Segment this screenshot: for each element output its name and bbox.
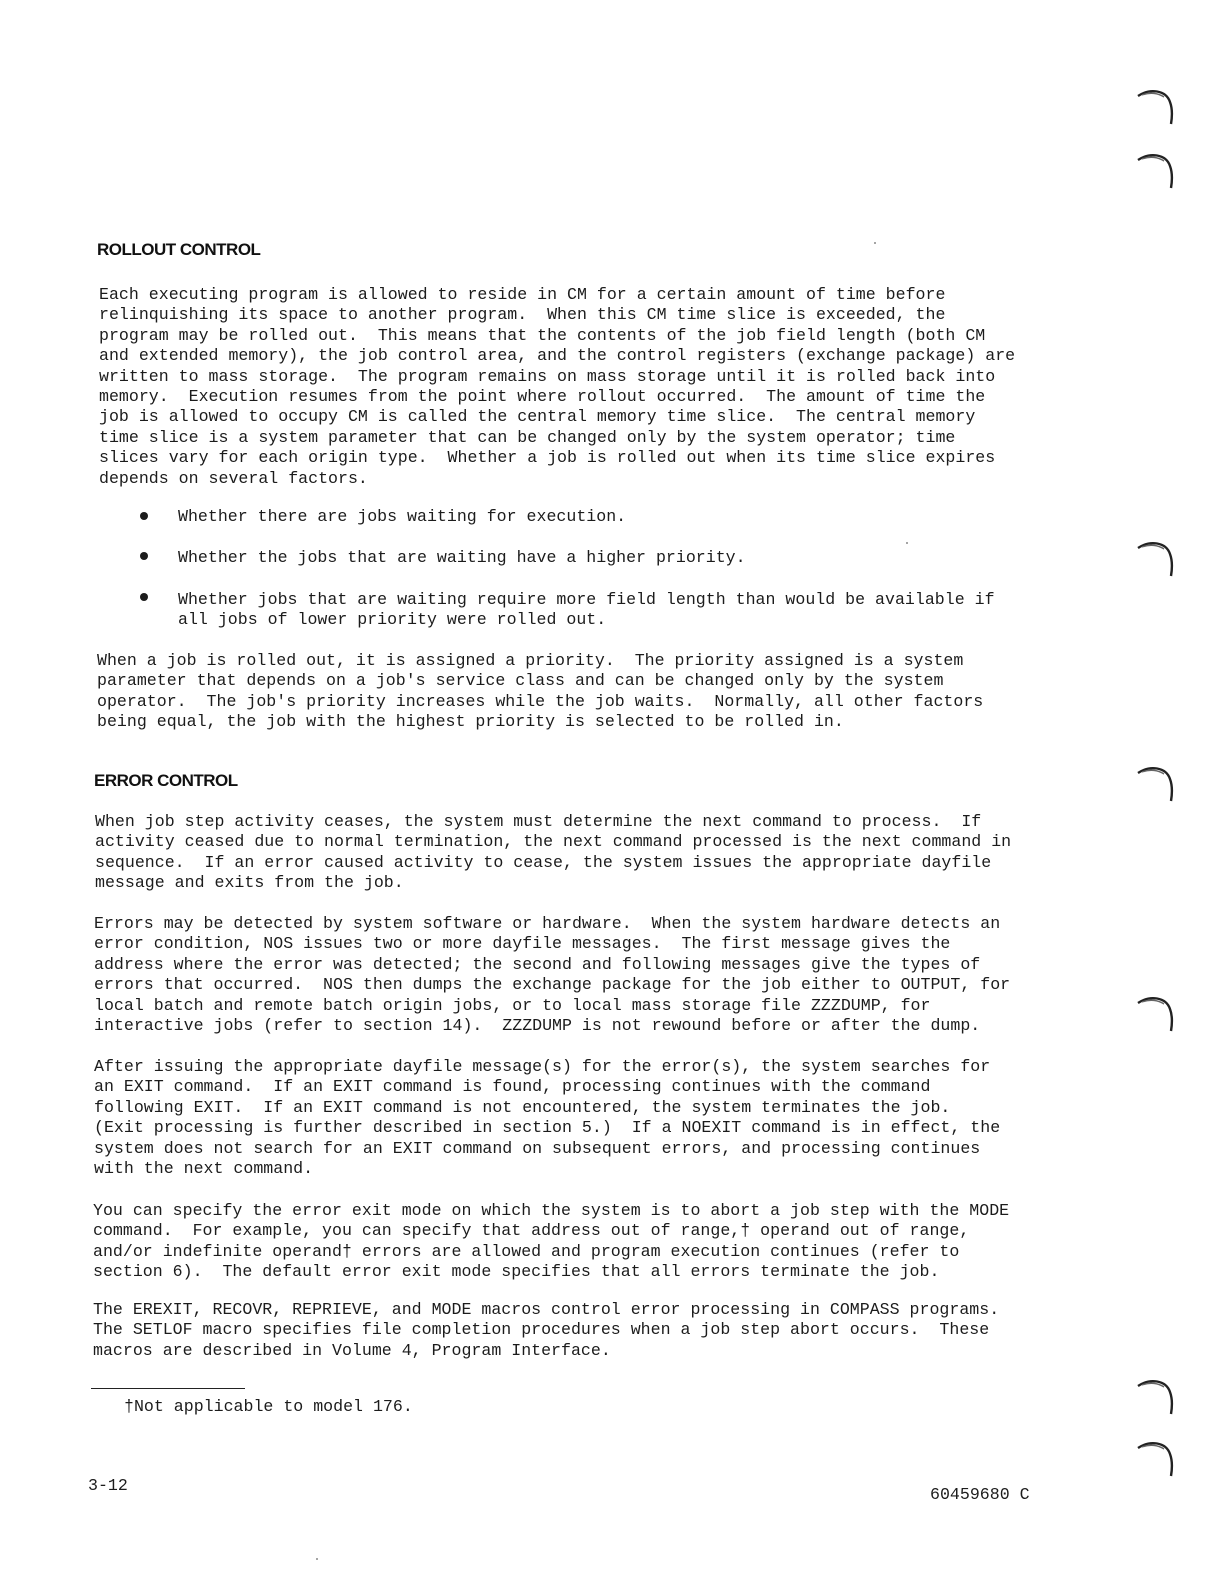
binder-hole-mark-icon [1136, 538, 1176, 580]
section-heading-error: ERROR CONTROL [94, 771, 238, 790]
binder-hole-mark-icon [1136, 1376, 1176, 1418]
binder-hole-mark-icon [1136, 1438, 1176, 1480]
binder-hole-mark-icon [1136, 86, 1176, 128]
scan-speck [874, 242, 876, 244]
bullet-marker [140, 593, 148, 601]
error-paragraph-5: The EREXIT, RECOVR, REPRIEVE, and MODE macros control error processing in COMPASS programs. The SETLOF macro specifies file completion procedures when a job step abort occurs. These macros are described in Volume 4, Program Interface. [93, 1300, 1000, 1360]
bullet-marker [140, 552, 148, 560]
binder-hole-mark-icon [1136, 763, 1176, 805]
error-paragraph-4: You can specify the error exit mode on which the system is to abort a job step with the MODE command. For example, you can specify that address out of range,† operand out of range, and/or indefinite operand† errors are allowed and program execution continues (refer to section 6). The default error exit mode specifies that all errors terminate the job. [93, 1201, 1010, 1282]
scan-speck [906, 542, 908, 544]
binder-hole-mark-icon [1136, 993, 1176, 1035]
rollout-paragraph-2: When a job is rolled out, it is assigned a priority. The priority assigned is a system parameter that depends on a job's service class and can be changed only by the system operator. The job's priority increases while the job waits. Normally, all other factors being equal, the job with the highest priority is selected to be rolled in. [97, 651, 984, 732]
error-paragraph-1: When job step activity ceases, the system must determine the next command to process. If activity ceased due to normal termination, the next command processed is the next command in sequence. If an error caused activity to cease, the system issues the appropriate dayfile message and exits from the job. [95, 812, 1012, 893]
footnote-text: †Not applicable to model 176. [124, 1397, 413, 1416]
bullet-marker [140, 512, 148, 520]
document-number: 60459680 C [930, 1485, 1030, 1504]
scan-speck [316, 1558, 318, 1560]
error-paragraph-2: Errors may be detected by system software or hardware. When the system hardware detects an error condition, NOS issues two or more dayfile messages. The first message gives the address where the error was detected; the second and following messages give the types of errors that occurred. NOS then dumps the exchange package for the job either to OUTPUT, for local batch and remote batch origin jobs, or to local mass storage file ZZZDUMP, for interactive jobs (refer to section 14). ZZZDUMP is not rewound before or after the dump. [94, 914, 1011, 1036]
error-paragraph-3: After issuing the appropriate dayfile message(s) for the error(s), the system searches for an EXIT command. If an EXIT command is found, processing continues with the command following EXIT. If an EXIT command is not encountered, the system terminates the job. (Exit processing is further described in section 5.) If a NOEXIT command is in effect, the system does not search for an EXIT command on subsequent errors, and processing continues with the next command. [94, 1057, 1001, 1179]
rollout-paragraph-1: Each executing program is allowed to reside in CM for a certain amount of time before relinquishing its space to another program. When this CM time slice is exceeded, the program may be rolled out. This means that the contents of the job field length (both CM and extended memory), the job control area, and the control registers (exchange package) are written to mass storage. The program remains on mass storage until it is rolled back into memory. Execution resumes from the point where rollout occurred. The amount of time the job is allowed to occupy CM is called the central memory time slice. The central memory time slice is a system parameter that can be changed only by the system operator; time slices vary for each origin type. Whether a job is rolled out when its time slice expires depends on several factors. [99, 285, 1016, 488]
section-heading-rollout: ROLLOUT CONTROL [97, 240, 261, 259]
binder-hole-mark-icon [1136, 150, 1176, 192]
page-number: 3-12 [88, 1476, 128, 1495]
rollout-bullet-2: Whether the jobs that are waiting have a higher priority. [178, 548, 746, 567]
rollout-bullet-1: Whether there are jobs waiting for execution. [178, 507, 627, 526]
rollout-bullet-3: Whether jobs that are waiting require more field length than would be available if all jobs of lower priority were rolled out. [178, 590, 995, 630]
footnote-divider [91, 1388, 245, 1389]
